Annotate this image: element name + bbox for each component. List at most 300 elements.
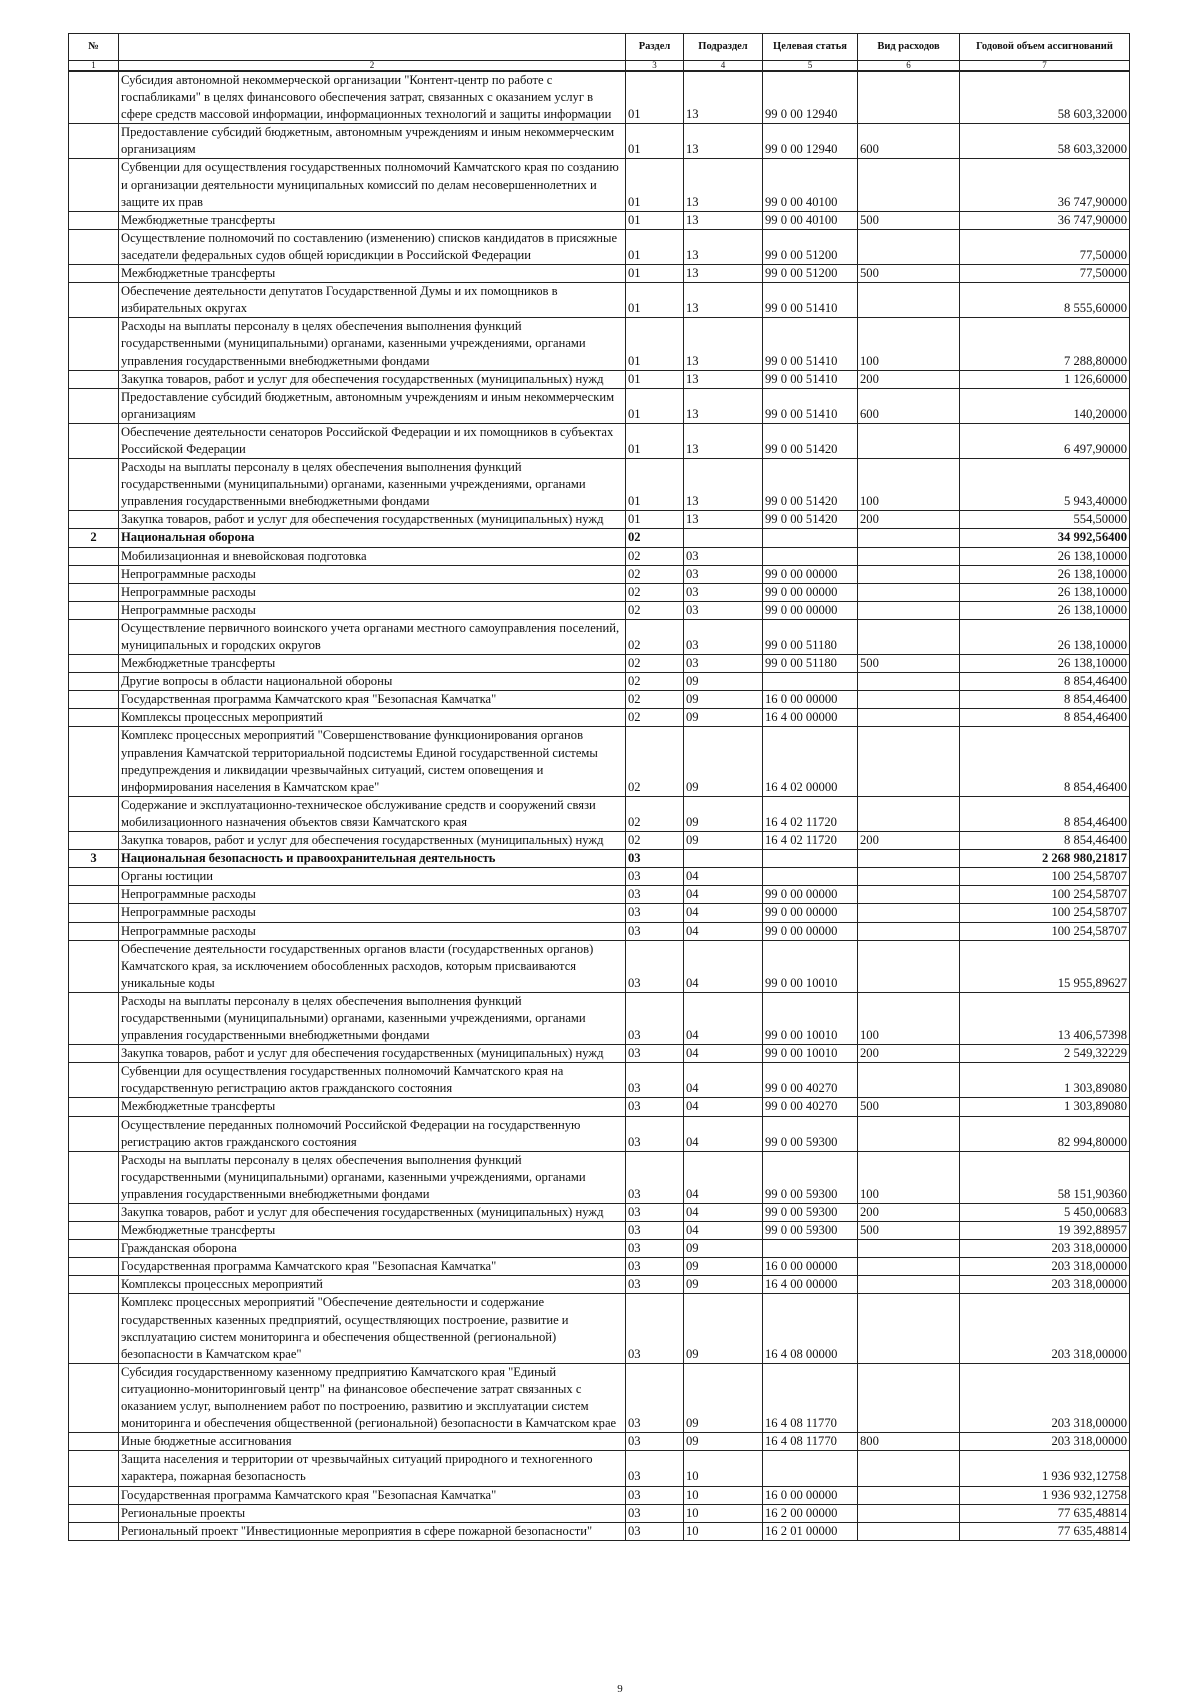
row-name: Расходы на выплаты персоналу в целях обеспечения выполнения функций государственными (муниципальными) органами, казенными учреждениями, органами управления государственными внебюджетными фондами bbox=[119, 1151, 626, 1203]
row-target-article: 99 0 00 10010 bbox=[763, 940, 858, 992]
row-razdel: 03 bbox=[626, 992, 684, 1044]
row-name: Закупка товаров, работ и услуг для обеспечения государственных (муниципальных) нужд bbox=[119, 1045, 626, 1063]
row-target-article: 16 0 00 00000 bbox=[763, 1486, 858, 1504]
row-number bbox=[69, 565, 119, 583]
table-row bbox=[69, 1204, 1130, 1222]
row-number bbox=[69, 1451, 119, 1486]
row-expense-type: 200 bbox=[858, 370, 960, 388]
row-number bbox=[69, 583, 119, 601]
row-amount: 36 747,90000 bbox=[960, 159, 1130, 211]
row-amount: 100 254,58707 bbox=[960, 868, 1130, 886]
row-target-article: 99 0 00 51420 bbox=[763, 511, 858, 529]
row-expense-type: 500 bbox=[858, 1098, 960, 1116]
row-expense-type bbox=[858, 1451, 960, 1486]
row-expense-type bbox=[858, 904, 960, 922]
table-row bbox=[69, 1240, 1130, 1258]
row-amount: 26 138,10000 bbox=[960, 655, 1130, 673]
row-number bbox=[69, 655, 119, 673]
table-row bbox=[69, 1258, 1130, 1276]
row-razdel: 03 bbox=[626, 1240, 684, 1258]
row-expense-type bbox=[858, 673, 960, 691]
table-row bbox=[69, 1504, 1130, 1522]
row-name: Осуществление первичного воинского учета органами местного самоуправления поселений, муниципальных и городских округов bbox=[119, 619, 626, 654]
row-podrazdel: 09 bbox=[684, 1240, 763, 1258]
row-target-article: 99 0 00 51410 bbox=[763, 388, 858, 423]
row-expense-type bbox=[858, 727, 960, 796]
row-amount: 77,50000 bbox=[960, 265, 1130, 283]
row-podrazdel: 04 bbox=[684, 1063, 763, 1098]
row-number bbox=[69, 796, 119, 831]
table-row bbox=[69, 1151, 1130, 1203]
row-amount: 8 854,46400 bbox=[960, 691, 1130, 709]
row-podrazdel: 04 bbox=[684, 1204, 763, 1222]
row-number bbox=[69, 619, 119, 654]
table-row bbox=[69, 655, 1130, 673]
row-name: Закупка товаров, работ и услуг для обеспечения государственных (муниципальных) нужд bbox=[119, 370, 626, 388]
row-razdel: 01 bbox=[626, 388, 684, 423]
row-name: Непрограммные расходы bbox=[119, 904, 626, 922]
row-amount: 203 318,00000 bbox=[960, 1276, 1130, 1294]
row-target-article: 99 0 00 10010 bbox=[763, 1045, 858, 1063]
row-razdel: 03 bbox=[626, 1151, 684, 1203]
row-expense-type bbox=[858, 423, 960, 458]
row-razdel: 01 bbox=[626, 283, 684, 318]
row-podrazdel: 04 bbox=[684, 1098, 763, 1116]
row-amount: 8 854,46400 bbox=[960, 727, 1130, 796]
row-amount: 140,20000 bbox=[960, 388, 1130, 423]
row-expense-type bbox=[858, 1276, 960, 1294]
row-expense-type bbox=[858, 565, 960, 583]
row-razdel: 03 bbox=[626, 904, 684, 922]
row-name: Субвенции для осуществления государственных полномочий Камчатского края по созданию и организации деятельности муниципальных комиссий по делам несовершеннолетних и защите их прав bbox=[119, 159, 626, 211]
row-expense-type bbox=[858, 922, 960, 940]
row-target-article: 99 0 00 59300 bbox=[763, 1116, 858, 1151]
table-row bbox=[69, 1363, 1130, 1432]
row-podrazdel: 10 bbox=[684, 1522, 763, 1540]
row-expense-type bbox=[858, 886, 960, 904]
row-name: Субсидия автономной некоммерческой организации "Контент-центр по работе с госпабликами" в целях финансового обеспечения затрат, связанных с оказанием услуг в сфере средств массовой информации, информационных технологий и защиты информации bbox=[119, 71, 626, 124]
row-name: Органы юстиции bbox=[119, 868, 626, 886]
row-name: Расходы на выплаты персоналу в целях обеспечения выполнения функций государственными (муниципальными) органами, казенными учреждениями, органами управления государственными внебюджетными фондами bbox=[119, 459, 626, 511]
row-name: Комплекс процессных мероприятий "Обеспечение деятельности и содержание государственных казенных предприятий, осуществляющих построение, развитие и эксплуатацию систем мониторинга и обеспечения общественной (региональной) безопасности в Камчатском крае" bbox=[119, 1294, 626, 1363]
table-row bbox=[69, 124, 1130, 159]
row-expense-type: 200 bbox=[858, 832, 960, 850]
row-expense-type bbox=[858, 619, 960, 654]
table-row bbox=[69, 1294, 1130, 1363]
row-razdel: 01 bbox=[626, 423, 684, 458]
table-row bbox=[69, 283, 1130, 318]
row-name: Национальная оборона bbox=[119, 529, 626, 547]
row-amount: 19 392,88957 bbox=[960, 1222, 1130, 1240]
row-name: Непрограммные расходы bbox=[119, 886, 626, 904]
table-row bbox=[69, 159, 1130, 211]
page-number: 9 bbox=[617, 1683, 623, 1695]
table-row bbox=[69, 265, 1130, 283]
column-index: 6 bbox=[858, 61, 960, 72]
row-name: Государственная программа Камчатского края "Безопасная Камчатка" bbox=[119, 1486, 626, 1504]
row-razdel: 02 bbox=[626, 691, 684, 709]
row-number bbox=[69, 423, 119, 458]
row-name: Обеспечение деятельности депутатов Государственной Думы и их помощников в избирательных округах bbox=[119, 283, 626, 318]
row-expense-type bbox=[858, 850, 960, 868]
row-target-article: 16 4 08 11770 bbox=[763, 1363, 858, 1432]
row-podrazdel: 03 bbox=[684, 565, 763, 583]
header-name bbox=[119, 34, 626, 61]
row-number bbox=[69, 1098, 119, 1116]
row-number: 3 bbox=[69, 850, 119, 868]
row-target-article: 16 4 02 11720 bbox=[763, 796, 858, 831]
row-razdel: 01 bbox=[626, 511, 684, 529]
column-index: 2 bbox=[119, 61, 626, 72]
table-row bbox=[69, 388, 1130, 423]
row-number bbox=[69, 1486, 119, 1504]
row-podrazdel: 09 bbox=[684, 1433, 763, 1451]
row-number bbox=[69, 673, 119, 691]
row-razdel: 02 bbox=[626, 601, 684, 619]
row-target-article: 99 0 00 51180 bbox=[763, 655, 858, 673]
row-number bbox=[69, 940, 119, 992]
row-amount: 5 450,00683 bbox=[960, 1204, 1130, 1222]
table-row bbox=[69, 583, 1130, 601]
table-row bbox=[69, 691, 1130, 709]
row-amount: 82 994,80000 bbox=[960, 1116, 1130, 1151]
row-razdel: 01 bbox=[626, 318, 684, 370]
row-name: Мобилизационная и вневойсковая подготовка bbox=[119, 547, 626, 565]
row-number bbox=[69, 1276, 119, 1294]
row-expense-type: 500 bbox=[858, 1222, 960, 1240]
header-podrazdel: Подраздел bbox=[684, 34, 763, 61]
table-row bbox=[69, 619, 1130, 654]
row-expense-type bbox=[858, 529, 960, 547]
row-number bbox=[69, 1151, 119, 1203]
column-index: 4 bbox=[684, 61, 763, 72]
row-target-article: 16 2 01 00000 bbox=[763, 1522, 858, 1540]
row-amount: 58 151,90360 bbox=[960, 1151, 1130, 1203]
row-name: Межбюджетные трансферты bbox=[119, 1098, 626, 1116]
row-podrazdel: 13 bbox=[684, 511, 763, 529]
row-razdel: 03 bbox=[626, 1294, 684, 1363]
row-target-article bbox=[763, 1240, 858, 1258]
row-target-article: 99 0 00 59300 bbox=[763, 1222, 858, 1240]
row-expense-type: 800 bbox=[858, 1433, 960, 1451]
row-target-article: 99 0 00 40270 bbox=[763, 1098, 858, 1116]
column-index: 3 bbox=[626, 61, 684, 72]
table-row bbox=[69, 868, 1130, 886]
row-expense-type bbox=[858, 1486, 960, 1504]
row-podrazdel: 03 bbox=[684, 655, 763, 673]
row-target-article bbox=[763, 529, 858, 547]
row-expense-type bbox=[858, 796, 960, 831]
row-number bbox=[69, 511, 119, 529]
table-row bbox=[69, 796, 1130, 831]
row-target-article: 99 0 00 51410 bbox=[763, 318, 858, 370]
row-podrazdel: 13 bbox=[684, 124, 763, 159]
row-target-article: 99 0 00 51410 bbox=[763, 370, 858, 388]
row-expense-type: 200 bbox=[858, 511, 960, 529]
table-row bbox=[69, 992, 1130, 1044]
row-podrazdel: 09 bbox=[684, 832, 763, 850]
row-target-article: 99 0 00 40100 bbox=[763, 211, 858, 229]
row-amount: 100 254,58707 bbox=[960, 922, 1130, 940]
row-podrazdel: 09 bbox=[684, 796, 763, 831]
row-razdel: 01 bbox=[626, 459, 684, 511]
row-podrazdel: 04 bbox=[684, 868, 763, 886]
row-name: Закупка товаров, работ и услуг для обеспечения государственных (муниципальных) нужд bbox=[119, 1204, 626, 1222]
row-razdel: 02 bbox=[626, 709, 684, 727]
row-podrazdel: 03 bbox=[684, 583, 763, 601]
row-amount: 203 318,00000 bbox=[960, 1258, 1130, 1276]
row-amount: 34 992,56400 bbox=[960, 529, 1130, 547]
row-number bbox=[69, 727, 119, 796]
row-target-article: 16 2 00 00000 bbox=[763, 1504, 858, 1522]
row-razdel: 01 bbox=[626, 265, 684, 283]
row-podrazdel: 03 bbox=[684, 619, 763, 654]
table-row bbox=[69, 727, 1130, 796]
table-row bbox=[69, 511, 1130, 529]
row-expense-type: 200 bbox=[858, 1045, 960, 1063]
row-name: Другие вопросы в области национальной обороны bbox=[119, 673, 626, 691]
row-amount: 36 747,90000 bbox=[960, 211, 1130, 229]
row-expense-type bbox=[858, 283, 960, 318]
row-podrazdel: 09 bbox=[684, 1276, 763, 1294]
row-target-article: 99 0 00 51180 bbox=[763, 619, 858, 654]
row-target-article: 16 4 08 11770 bbox=[763, 1433, 858, 1451]
row-number bbox=[69, 547, 119, 565]
row-target-article: 99 0 00 59300 bbox=[763, 1204, 858, 1222]
row-expense-type bbox=[858, 940, 960, 992]
row-razdel: 03 bbox=[626, 1504, 684, 1522]
row-razdel: 03 bbox=[626, 886, 684, 904]
table-row bbox=[69, 832, 1130, 850]
row-amount: 1 936 932,12758 bbox=[960, 1486, 1130, 1504]
row-expense-type: 100 bbox=[858, 459, 960, 511]
row-target-article: 99 0 00 12940 bbox=[763, 71, 858, 124]
row-target-article: 99 0 00 40270 bbox=[763, 1063, 858, 1098]
row-name: Региональные проекты bbox=[119, 1504, 626, 1522]
row-target-article: 99 0 00 00000 bbox=[763, 904, 858, 922]
table-row bbox=[69, 1451, 1130, 1486]
row-amount: 77,50000 bbox=[960, 229, 1130, 264]
row-razdel: 03 bbox=[626, 1116, 684, 1151]
row-name: Национальная безопасность и правоохранительная деятельность bbox=[119, 850, 626, 868]
row-number bbox=[69, 1504, 119, 1522]
row-expense-type: 600 bbox=[858, 124, 960, 159]
row-amount: 554,50000 bbox=[960, 511, 1130, 529]
row-name: Расходы на выплаты персоналу в целях обеспечения выполнения функций государственными (муниципальными) органами, казенными учреждениями, органами управления государственными внебюджетными фондами bbox=[119, 992, 626, 1044]
row-razdel: 01 bbox=[626, 229, 684, 264]
row-target-article: 99 0 00 51420 bbox=[763, 459, 858, 511]
row-razdel: 03 bbox=[626, 868, 684, 886]
row-expense-type bbox=[858, 1116, 960, 1151]
row-razdel: 03 bbox=[626, 1522, 684, 1540]
row-number bbox=[69, 1522, 119, 1540]
row-target-article: 99 0 00 51420 bbox=[763, 423, 858, 458]
row-name: Межбюджетные трансферты bbox=[119, 265, 626, 283]
row-number bbox=[69, 1063, 119, 1098]
table-row bbox=[69, 886, 1130, 904]
row-expense-type bbox=[858, 709, 960, 727]
row-podrazdel: 04 bbox=[684, 992, 763, 1044]
row-number bbox=[69, 370, 119, 388]
row-target-article: 16 4 02 00000 bbox=[763, 727, 858, 796]
row-podrazdel: 04 bbox=[684, 1151, 763, 1203]
table-row bbox=[69, 229, 1130, 264]
row-number bbox=[69, 922, 119, 940]
row-razdel: 03 bbox=[626, 940, 684, 992]
row-amount: 2 549,32229 bbox=[960, 1045, 1130, 1063]
row-podrazdel bbox=[684, 850, 763, 868]
row-podrazdel: 04 bbox=[684, 922, 763, 940]
column-index: 1 bbox=[69, 61, 119, 72]
row-razdel: 02 bbox=[626, 727, 684, 796]
row-number bbox=[69, 1294, 119, 1363]
row-name: Осуществление переданных полномочий Российской Федерации на государственную регистрацию актов гражданского состояния bbox=[119, 1116, 626, 1151]
row-razdel: 02 bbox=[626, 673, 684, 691]
header-row bbox=[69, 34, 1130, 61]
row-razdel: 03 bbox=[626, 1363, 684, 1432]
row-podrazdel: 13 bbox=[684, 283, 763, 318]
budget-table bbox=[68, 33, 1130, 1541]
row-target-article bbox=[763, 673, 858, 691]
row-podrazdel: 03 bbox=[684, 547, 763, 565]
row-number bbox=[69, 601, 119, 619]
table-row bbox=[69, 547, 1130, 565]
row-podrazdel bbox=[684, 529, 763, 547]
row-razdel: 02 bbox=[626, 796, 684, 831]
row-razdel: 01 bbox=[626, 159, 684, 211]
row-number bbox=[69, 832, 119, 850]
row-razdel: 03 bbox=[626, 922, 684, 940]
row-number bbox=[69, 1222, 119, 1240]
row-amount: 1 126,60000 bbox=[960, 370, 1130, 388]
row-expense-type: 100 bbox=[858, 992, 960, 1044]
row-amount: 7 288,80000 bbox=[960, 318, 1130, 370]
row-target-article: 16 4 02 11720 bbox=[763, 832, 858, 850]
row-target-article: 16 4 00 00000 bbox=[763, 709, 858, 727]
row-amount: 26 138,10000 bbox=[960, 547, 1130, 565]
row-target-article bbox=[763, 850, 858, 868]
row-number bbox=[69, 211, 119, 229]
row-expense-type: 100 bbox=[858, 1151, 960, 1203]
row-name: Комплекс процессных мероприятий "Совершенствование функционирования органов управления Камчатской территориальной подсистемы Единой государственной системы предупреждения и ликвидации чрезвычайных ситуаций, систем оповещения и информирования населения в Камчатском крае" bbox=[119, 727, 626, 796]
row-amount: 203 318,00000 bbox=[960, 1433, 1130, 1451]
row-podrazdel: 09 bbox=[684, 691, 763, 709]
row-amount: 8 854,46400 bbox=[960, 796, 1130, 831]
table-row bbox=[69, 904, 1130, 922]
row-amount: 26 138,10000 bbox=[960, 601, 1130, 619]
row-amount: 1 936 932,12758 bbox=[960, 1451, 1130, 1486]
row-razdel: 03 bbox=[626, 1045, 684, 1063]
row-razdel: 02 bbox=[626, 529, 684, 547]
row-podrazdel: 13 bbox=[684, 459, 763, 511]
row-number bbox=[69, 318, 119, 370]
row-name: Комплексы процессных мероприятий bbox=[119, 1276, 626, 1294]
row-number bbox=[69, 1240, 119, 1258]
row-name: Непрограммные расходы bbox=[119, 601, 626, 619]
row-number bbox=[69, 459, 119, 511]
row-expense-type bbox=[858, 1294, 960, 1363]
row-number bbox=[69, 691, 119, 709]
row-number bbox=[69, 159, 119, 211]
row-amount: 5 943,40000 bbox=[960, 459, 1130, 511]
row-expense-type bbox=[858, 868, 960, 886]
row-expense-type bbox=[858, 583, 960, 601]
row-name: Непрограммные расходы bbox=[119, 922, 626, 940]
row-name: Осуществление полномочий по составлению (изменению) списков кандидатов в присяжные заседатели федеральных судов общей юрисдикции в Российской Федерации bbox=[119, 229, 626, 264]
table-row bbox=[69, 1222, 1130, 1240]
table-row bbox=[69, 71, 1130, 124]
table-row bbox=[69, 318, 1130, 370]
section-row bbox=[69, 850, 1130, 868]
row-razdel: 03 bbox=[626, 1258, 684, 1276]
row-podrazdel: 09 bbox=[684, 1363, 763, 1432]
row-name: Субсидия государственному казенному предприятию Камчатского края "Единый ситуационно-мониторинговый центр" на финансовое обеспечение затрат связанных с оказанием услуг, выполнением работ по построению, развитию и эксплуатации систем мониторинга и обеспечения общественной (региональной) безопасности в Камчатском крае bbox=[119, 1363, 626, 1432]
row-amount: 13 406,57398 bbox=[960, 992, 1130, 1044]
row-number: 2 bbox=[69, 529, 119, 547]
row-name: Региональный проект "Инвестиционные мероприятия в сфере пожарной безопасности" bbox=[119, 1522, 626, 1540]
row-number bbox=[69, 1258, 119, 1276]
row-target-article: 16 0 00 00000 bbox=[763, 1258, 858, 1276]
table-row bbox=[69, 370, 1130, 388]
row-podrazdel: 09 bbox=[684, 1258, 763, 1276]
row-name: Государственная программа Камчатского края "Безопасная Камчатка" bbox=[119, 691, 626, 709]
row-name: Межбюджетные трансферты bbox=[119, 211, 626, 229]
row-podrazdel: 13 bbox=[684, 211, 763, 229]
column-index: 7 bbox=[960, 61, 1130, 72]
row-expense-type bbox=[858, 1258, 960, 1276]
row-name: Предоставление субсидий бюджетным, автономным учреждениям и иным некоммерческим организациям bbox=[119, 388, 626, 423]
row-expense-type bbox=[858, 1522, 960, 1540]
row-podrazdel: 10 bbox=[684, 1486, 763, 1504]
row-expense-type bbox=[858, 1063, 960, 1098]
row-number bbox=[69, 992, 119, 1044]
row-amount: 203 318,00000 bbox=[960, 1363, 1130, 1432]
row-expense-type: 100 bbox=[858, 318, 960, 370]
table-row bbox=[69, 1045, 1130, 1063]
row-name: Комплексы процессных мероприятий bbox=[119, 709, 626, 727]
row-target-article: 16 4 08 00000 bbox=[763, 1294, 858, 1363]
row-razdel: 02 bbox=[626, 655, 684, 673]
row-razdel: 03 bbox=[626, 1486, 684, 1504]
table-row bbox=[69, 922, 1130, 940]
row-amount: 26 138,10000 bbox=[960, 619, 1130, 654]
row-expense-type bbox=[858, 691, 960, 709]
row-number bbox=[69, 1045, 119, 1063]
row-amount: 77 635,48814 bbox=[960, 1522, 1130, 1540]
row-number bbox=[69, 124, 119, 159]
row-name: Межбюджетные трансферты bbox=[119, 655, 626, 673]
row-razdel: 03 bbox=[626, 1098, 684, 1116]
row-expense-type bbox=[858, 71, 960, 124]
row-target-article: 99 0 00 51410 bbox=[763, 283, 858, 318]
header-razdel: Раздел bbox=[626, 34, 684, 61]
row-razdel: 01 bbox=[626, 211, 684, 229]
row-amount: 100 254,58707 bbox=[960, 886, 1130, 904]
row-expense-type bbox=[858, 1504, 960, 1522]
row-number bbox=[69, 1116, 119, 1151]
row-podrazdel: 13 bbox=[684, 318, 763, 370]
row-expense-type: 200 bbox=[858, 1204, 960, 1222]
row-razdel: 02 bbox=[626, 547, 684, 565]
row-target-article bbox=[763, 1451, 858, 1486]
section-row bbox=[69, 529, 1130, 547]
table-row bbox=[69, 211, 1130, 229]
row-podrazdel: 13 bbox=[684, 159, 763, 211]
row-number bbox=[69, 1204, 119, 1222]
row-amount: 26 138,10000 bbox=[960, 583, 1130, 601]
row-razdel: 02 bbox=[626, 583, 684, 601]
row-name: Защита населения и территории от чрезвычайных ситуаций природного и техногенного характера, пожарная безопасность bbox=[119, 1451, 626, 1486]
